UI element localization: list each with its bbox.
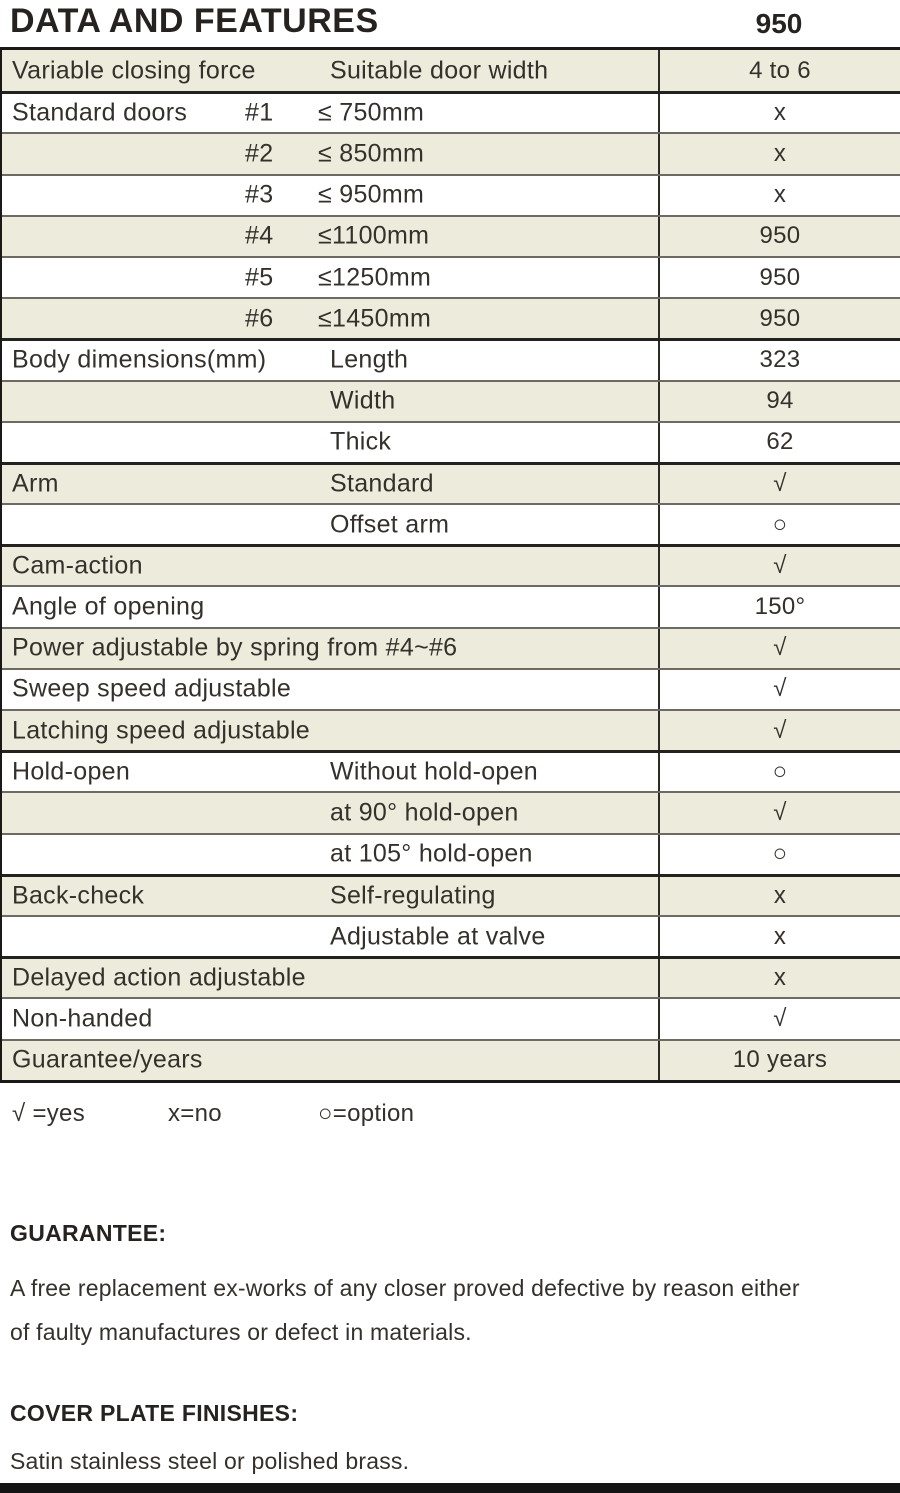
legend-item-no: x=no (168, 1100, 222, 1127)
table-row (2, 462, 900, 503)
symbol-legend (0, 1100, 900, 1132)
row-label: Arm (12, 469, 59, 498)
row-labels (2, 382, 658, 421)
row-labels (2, 547, 658, 585)
row-labels (2, 629, 658, 668)
row-label: Back-check (12, 881, 145, 910)
spec-table-body (2, 50, 900, 1080)
row-value: ○ (658, 835, 900, 874)
table-row (2, 833, 900, 874)
row-value: x (658, 877, 900, 915)
table-row (2, 791, 900, 832)
table-row (2, 50, 900, 91)
row-label: Latching speed adjustable (12, 716, 311, 745)
row-value: 62 (658, 423, 900, 462)
row-value: 94 (658, 382, 900, 421)
row-value: 150° (658, 587, 900, 626)
row-label: Sweep speed adjustable (12, 674, 292, 703)
row-label: Length (330, 345, 409, 374)
row-value: 950 (658, 258, 900, 297)
row-labels (2, 94, 658, 132)
row-labels (2, 999, 658, 1038)
row-value: x (658, 176, 900, 215)
table-row (2, 380, 900, 421)
row-labels (2, 341, 658, 379)
row-label: Non-handed (12, 1004, 153, 1033)
row-value: √ (658, 629, 900, 668)
row-value: √ (658, 711, 900, 750)
row-label: Thick (330, 427, 392, 456)
table-row (2, 668, 900, 709)
row-label: Angle of opening (12, 592, 205, 621)
row-label: Without hold-open (330, 757, 539, 786)
row-value: √ (658, 465, 900, 503)
row-label: ≤1250mm (318, 263, 432, 292)
row-label: ≤ 750mm (318, 98, 425, 127)
row-label: #6 (245, 304, 274, 333)
row-label: ≤ 850mm (318, 139, 425, 168)
table-row (2, 997, 900, 1038)
row-labels (2, 217, 658, 256)
table-row (2, 627, 900, 668)
row-value: √ (658, 547, 900, 585)
row-value: √ (658, 793, 900, 832)
table-row (2, 297, 900, 338)
row-label: ≤1100mm (318, 221, 430, 250)
row-label: #5 (245, 263, 274, 292)
row-label: Standard (330, 469, 434, 498)
row-labels (2, 711, 658, 750)
row-labels (2, 917, 658, 956)
table-row (2, 874, 900, 915)
row-label: Body dimensions(mm) (12, 345, 267, 374)
table-row (2, 338, 900, 379)
row-value: 10 years (658, 1041, 900, 1080)
model-number: 950 (755, 8, 803, 39)
row-labels (2, 134, 658, 173)
legend-item-yes: √ =yes (12, 1100, 86, 1127)
row-label: Hold-open (12, 757, 131, 786)
row-label: Width (330, 386, 396, 415)
table-row (2, 503, 900, 544)
footer-bar (0, 1483, 900, 1493)
table-row (2, 132, 900, 173)
table-row (2, 750, 900, 791)
row-labels (2, 877, 658, 915)
row-labels (2, 793, 658, 832)
table-row (2, 956, 900, 997)
row-labels (2, 587, 658, 626)
row-labels (2, 959, 658, 997)
table-row (2, 915, 900, 956)
row-label: Suitable door width (330, 56, 549, 85)
row-labels (2, 670, 658, 709)
row-label: at 105° hold-open (330, 839, 533, 868)
row-label: Adjustable at valve (330, 922, 546, 951)
row-labels (2, 176, 658, 215)
guarantee-line: of faulty manufactures or defect in materials. (10, 1319, 472, 1345)
row-value: x (658, 134, 900, 173)
finishes-heading: COVER PLATE FINISHES: (10, 1400, 299, 1426)
row-label: at 90° hold-open (330, 798, 519, 827)
table-row (2, 421, 900, 462)
guarantee-text (10, 1266, 892, 1354)
guarantee-heading: GUARANTEE: (10, 1220, 167, 1246)
row-value: x (658, 94, 900, 132)
guarantee-line: A free replacement ex-works of any closer proved defective by reason either (10, 1275, 800, 1301)
row-label: #4 (245, 221, 274, 250)
table-row (2, 256, 900, 297)
row-value: 950 (658, 299, 900, 338)
row-label: ≤1450mm (318, 304, 432, 333)
row-value: √ (658, 670, 900, 709)
row-label: Guarantee/years (12, 1045, 203, 1074)
row-label: Standard doors (12, 98, 188, 127)
row-value: ○ (658, 753, 900, 791)
row-labels (2, 835, 658, 874)
row-label: Delayed action adjustable (12, 963, 306, 992)
table-row (2, 544, 900, 585)
row-labels (2, 465, 658, 503)
table-row (2, 1039, 900, 1080)
row-value: ○ (658, 505, 900, 544)
row-label: #3 (245, 180, 274, 209)
row-value: x (658, 917, 900, 956)
row-value: 950 (658, 217, 900, 256)
row-labels (2, 50, 658, 91)
row-value: 323 (658, 341, 900, 379)
row-labels (2, 753, 658, 791)
row-label: Self-regulating (330, 881, 496, 910)
row-labels (2, 299, 658, 338)
row-label: Power adjustable by spring from #4~#6 (12, 633, 458, 662)
row-label: #1 (245, 98, 274, 127)
row-label: #2 (245, 139, 274, 168)
row-labels (2, 258, 658, 297)
legend-item-option: ○=option (318, 1100, 415, 1127)
row-labels (2, 1041, 658, 1080)
table-row (2, 91, 900, 132)
row-value: 4 to 6 (658, 50, 900, 91)
row-label: Variable closing force (12, 56, 256, 85)
row-value: √ (658, 999, 900, 1038)
table-row (2, 215, 900, 256)
row-label: ≤ 950mm (318, 180, 425, 209)
finishes-text: Satin stainless steel or polished brass. (10, 1448, 410, 1474)
row-label: Cam-action (12, 551, 143, 580)
table-row (2, 709, 900, 750)
spec-table (0, 47, 900, 1083)
row-labels (2, 423, 658, 462)
page-title: DATA AND FEATURES (10, 2, 379, 40)
row-label: Offset arm (330, 510, 450, 539)
row-labels (2, 505, 658, 544)
row-value: x (658, 959, 900, 997)
table-row (2, 585, 900, 626)
table-row (2, 174, 900, 215)
